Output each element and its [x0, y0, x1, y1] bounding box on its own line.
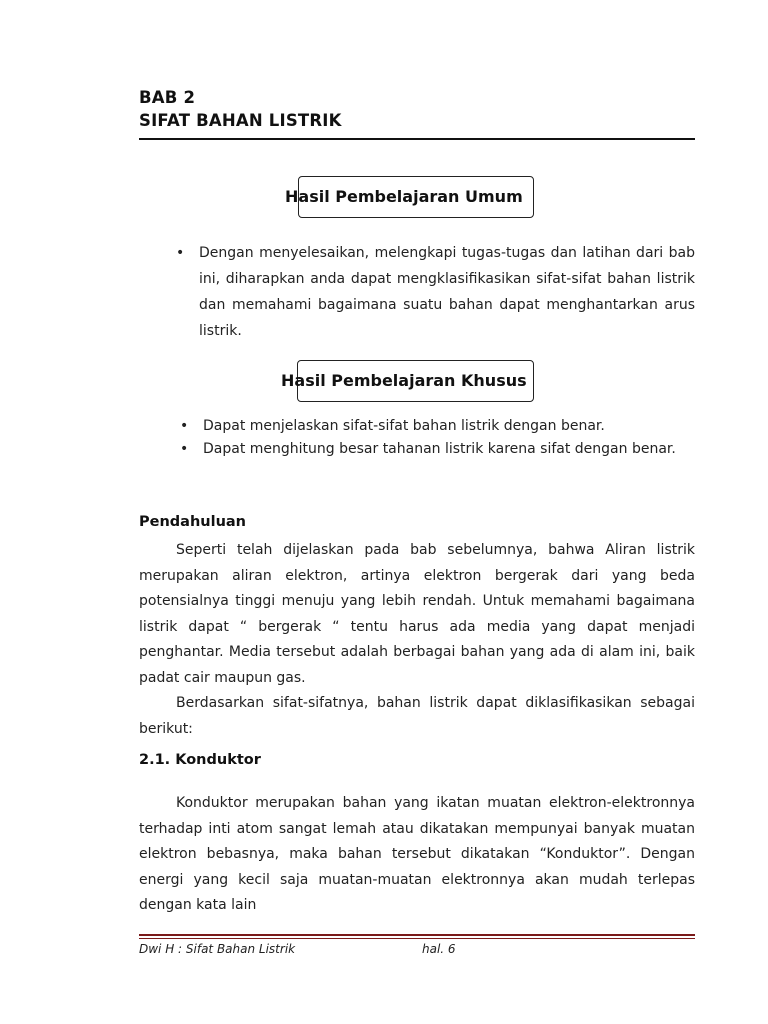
list-item [180, 436, 695, 462]
header-divider [139, 138, 695, 140]
specific-outcomes-title: Hasil Pembelajaran Khusus [281, 371, 527, 390]
page-number: hal. 6 [422, 942, 456, 956]
chapter-number: BAB 2 [139, 88, 196, 107]
list-item-text: Dapat menghitung besar tahanan listrik karena sifat dengan benar. [203, 441, 676, 457]
bullet-icon: • [180, 418, 189, 434]
intro-body [139, 538, 695, 742]
bullet-icon: • [180, 441, 189, 457]
general-outcomes-title: Hasil Pembelajaran Umum [285, 187, 523, 206]
section-paragraph: Konduktor merupakan bahan yang ikatan muatan elektron-elektronnya terhadap inti atom sangat lemah atau dikatakan mempunyai banyak muatan elektron bebasnya, maka bahan tersebut dikatakan “Konduktor”. Dengan energi yang kecil saja muatan-muatan elektronnya akan mudah terlepas dengan kata lain [139, 795, 695, 913]
bullet-icon: • [176, 245, 185, 261]
list-item [180, 416, 695, 436]
section-heading: 2.1. Konduktor [139, 752, 261, 768]
footer-divider [139, 934, 695, 936]
list-item-text: Dengan menyelesaikan, melengkapi tugas-tugas dan latihan dari bab ini, diharapkan anda dapat mengklasifikasikan sifat-sifat bahan listrik dan memahami bagaimana suatu bahan dapat menghantarkan arus listrik. [199, 245, 695, 339]
general-outcomes-list [176, 240, 695, 344]
footer-divider-thin [139, 938, 695, 939]
footer-left: Dwi H : Sifat Bahan Listrik [139, 942, 296, 956]
list-item-text: Dapat menjelaskan sifat-sifat bahan listrik dengan benar. [203, 418, 605, 434]
chapter-title: SIFAT BAHAN LISTRIK [139, 111, 342, 130]
chapter-header [139, 86, 342, 132]
list-item [176, 240, 695, 344]
section-body [139, 791, 695, 919]
intro-paragraph: Seperti telah dijelaskan pada bab sebelumnya, bahwa Aliran listrik merupakan aliran elektron, artinya elektron bergerak dari yang beda potensialnya tinggi menuju yang lebih rendah. Untuk memahami bagaimana listrik dapat “ bergerak “ tentu harus ada media yang dapat menjadi penghantar. Media tersebut adalah berbagai bahan yang ada di alam ini, baik padat cair maupun gas. [139, 542, 695, 686]
intro-heading: Pendahuluan [139, 514, 246, 530]
intro-paragraph: Berdasarkan sifat-sifatnya, bahan listrik dapat diklasifikasikan sebagai berikut: [139, 695, 695, 737]
specific-outcomes-list [180, 416, 695, 462]
